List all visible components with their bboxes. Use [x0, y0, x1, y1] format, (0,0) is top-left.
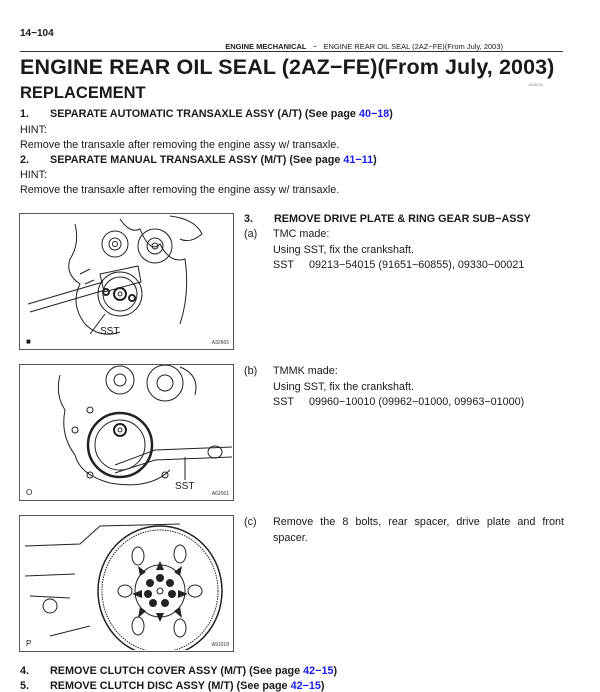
page-title: ENGINE REAR OIL SEAL (2AZ−FE)(From July, 2003)	[20, 55, 555, 79]
step-close: )	[333, 665, 338, 677]
drive-plate-bolts-illustration-icon	[20, 516, 232, 650]
figure-letter: O	[26, 488, 33, 497]
substep-c	[244, 515, 564, 546]
step-1	[20, 108, 393, 120]
sst-key: SST	[273, 396, 294, 408]
sst-numbers	[273, 395, 584, 411]
step-number: 3.	[244, 213, 254, 225]
step-close: )	[389, 108, 393, 120]
substep-line: Remove the 8 bolts, rear spacer, drive plate and front spacer.	[273, 516, 564, 544]
running-header-separator: −	[312, 42, 318, 51]
step-text: REMOVE DRIVE PLATE & RING GEAR SUB−ASSY	[274, 213, 531, 225]
substep-a	[244, 227, 584, 274]
page-link-42-15[interactable]: 42−15	[290, 680, 321, 692]
step-number: 5.	[20, 680, 30, 692]
sst-numbers	[273, 258, 584, 274]
document-code: 14160-02	[528, 83, 543, 87]
crankshaft-sst-illustration-icon	[20, 214, 232, 348]
step-close: )	[320, 680, 325, 692]
figure-letter: P	[26, 639, 32, 648]
step-close: )	[373, 154, 377, 166]
sst-callout: SST	[100, 326, 120, 337]
page-link-42-15[interactable]: 42−15	[303, 665, 334, 677]
step-number: 2.	[20, 154, 30, 166]
hint-text: Remove the transaxle after removing the engine assy w/ transaxle.	[20, 139, 340, 151]
running-header-section: ENGINE MECHANICAL	[225, 42, 307, 51]
section-subtitle: REPLACEMENT	[20, 84, 146, 102]
hint-text: Remove the transaxle after removing the engine assy w/ transaxle.	[20, 184, 340, 196]
hint-label: HINT:	[20, 169, 47, 181]
figure-a32665	[19, 213, 234, 350]
substep-b	[244, 364, 584, 411]
substep-label: (a)	[244, 228, 258, 240]
substep-line: Using SST, fix the crankshaft.	[273, 243, 415, 256]
figure-letter: ■	[26, 337, 31, 346]
step-text: SEPARATE MANUAL TRANSAXLE ASSY (M/T) (See page	[50, 154, 344, 166]
figure-a62061	[19, 364, 234, 501]
substep-label: (c)	[244, 516, 257, 528]
step-number: 4.	[20, 665, 30, 677]
page-number: 14−104	[20, 28, 54, 39]
figure-a91018	[19, 515, 234, 652]
figure-code: A62061	[211, 491, 229, 497]
figure-code: A91018	[211, 642, 229, 648]
sst-value: 09960−10010 (09962−01000, 09963−01000)	[309, 396, 525, 408]
step-text: SEPARATE AUTOMATIC TRANSAXLE ASSY (A/T) (See page	[50, 108, 359, 120]
sst-key: SST	[273, 259, 294, 271]
step-text: REMOVE CLUTCH DISC ASSY (M/T) (See page	[50, 680, 291, 692]
step-number: 1.	[20, 108, 30, 120]
page-link-41-11[interactable]: 41−11	[343, 154, 374, 166]
hint-label: HINT:	[20, 124, 47, 136]
substep-line: TMMK made:	[273, 365, 338, 377]
sst-callout: SST	[175, 481, 195, 492]
running-header	[0, 42, 503, 51]
substep-line: Using SST, fix the crankshaft.	[273, 380, 415, 393]
step-3	[244, 213, 531, 225]
step-text: REMOVE CLUTCH COVER ASSY (M/T) (See page	[50, 665, 304, 677]
step-5	[20, 680, 325, 692]
step-2	[20, 154, 377, 166]
figure-code: A32665	[211, 340, 229, 346]
sst-value: 09213−54015 (91651−60855), 09330−00021	[309, 259, 525, 271]
step-4	[20, 665, 337, 677]
page-link-40-18[interactable]: 40−18	[358, 108, 390, 120]
crankshaft-sst-illustration-icon	[20, 365, 232, 499]
substep-label: (b)	[244, 365, 258, 377]
header-rule	[20, 51, 563, 52]
substep-line: TMC made:	[273, 228, 330, 240]
running-header-topic: ENGINE REAR OIL SEAL (2AZ−FE)(From July, 2003)	[323, 42, 503, 51]
